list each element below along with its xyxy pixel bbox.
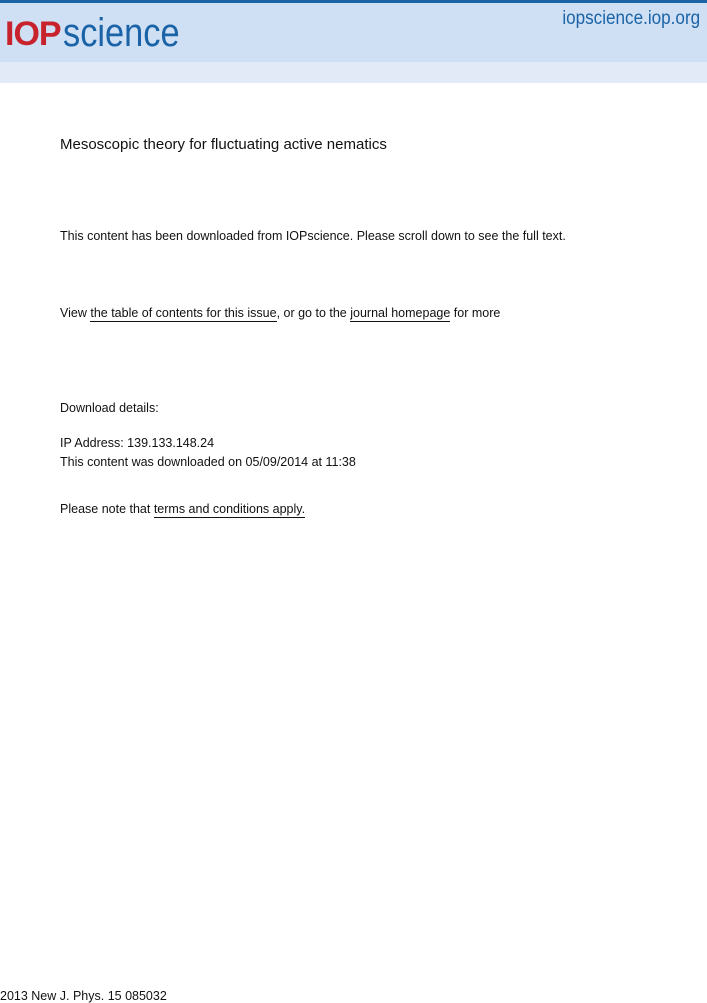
download-notice: This content has been downloaded from IOPscience. Please scroll down to see the full text. xyxy=(60,229,566,243)
terms-prefix: Please note that xyxy=(60,502,154,516)
site-header xyxy=(0,3,707,62)
journal-citation: 2013 New J. Phys. 15 085032 xyxy=(0,989,167,1003)
ip-address: IP Address: 139.133.148.24 xyxy=(60,436,215,450)
download-details-heading: Download details: xyxy=(60,401,159,415)
terms-and-conditions-link[interactable]: terms and conditions apply. xyxy=(153,502,306,516)
view-line xyxy=(60,306,500,320)
view-prefix: View xyxy=(60,306,91,320)
view-middle: , or go to the xyxy=(276,306,351,320)
site-url-link[interactable]: iopscience.iop.org xyxy=(562,8,700,29)
iopscience-logo[interactable] xyxy=(5,5,198,55)
article-title: Mesoscopic theory for fluctuating active nematics xyxy=(60,136,387,153)
view-suffix: for more xyxy=(450,306,501,320)
header-band xyxy=(0,62,707,83)
download-timestamp: This content was downloaded on 05/09/2014 at 11:38 xyxy=(60,455,356,469)
terms-line xyxy=(60,502,305,516)
table-of-contents-link[interactable]: the table of contents for this issue xyxy=(90,306,277,320)
logo-iop-text: IOP xyxy=(5,15,61,53)
journal-homepage-link[interactable]: journal homepage xyxy=(350,306,451,320)
logo-science-text: science xyxy=(62,11,180,55)
